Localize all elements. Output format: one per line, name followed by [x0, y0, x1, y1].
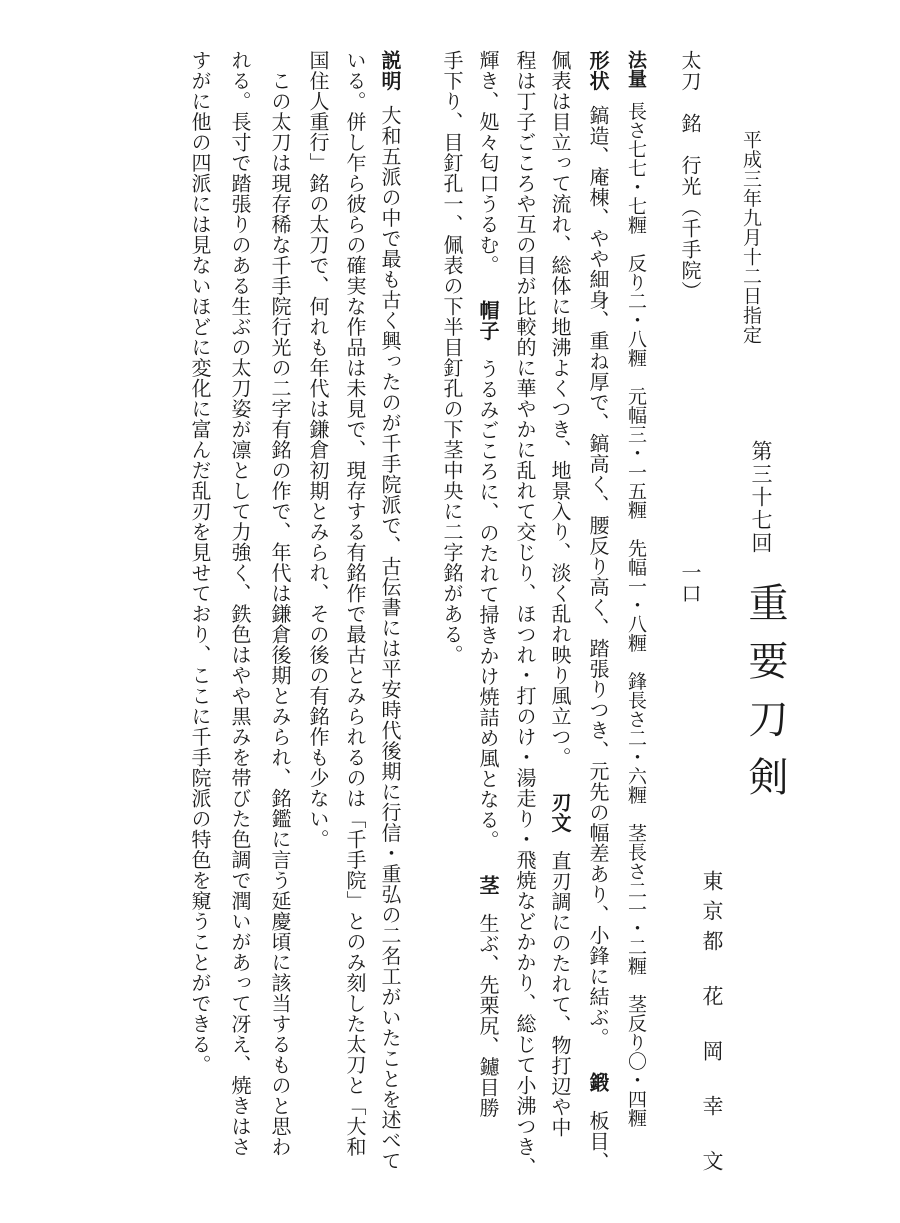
column-text: いる。併し乍ら彼らの確実な作品は未見で、現存する有銘作で最古とみられるのは「千手院」とのみ刻した太刀と「大和: [343, 50, 367, 1157]
column-text: 直刃調にのたれて、物打辺や中: [548, 850, 572, 1138]
column-text: 輝き、処々匂口うるむ。: [476, 50, 500, 276]
text-column: [306, 50, 330, 850]
page-title: 重要刀剣: [742, 582, 788, 814]
section-heading-measurements: 法量: [625, 50, 647, 88]
column-text: 手下り、目釘孔一、佩表の下半目釘孔の下茎中央に二字銘がある。: [440, 50, 464, 665]
text-column: [624, 50, 648, 1127]
column-text: 長さ七七・七糎 反り二・八糎 元幅三・一五糎 先幅一・八糎 鋒長さ二・六糎 茎長さ二一・二糎 茎反り〇・四糎: [625, 101, 647, 1128]
text-column: [378, 50, 402, 1171]
owner-name: 花岡幸文: [700, 985, 724, 1205]
text-column: [586, 50, 610, 1172]
column-text: すがに他の四派には見ないほどに変化に富んだ乱刃を見せており、ここに千手院派の特色を窺うことができる。: [188, 50, 212, 1075]
designation-date: 平成三年九月十二日指定: [740, 130, 762, 345]
column-text: 佩表は目立って流れ、総体に地沸よくつき、地景入り、淡く乱れ映り風立つ。: [548, 50, 572, 768]
item-name: 太刀 銘 行光（千手院）: [678, 50, 702, 302]
section-heading-tang: 茎: [476, 874, 500, 895]
session-number: 第三十七回: [749, 440, 773, 555]
section-heading-hamon: 刃文: [548, 791, 572, 833]
column-text: うるみごころに、のたれて掃きかけ焼詰め風となる。: [476, 358, 500, 851]
column-text: れる。長寸で踏張りのある生ぶの太刀姿が凛として力強く、鉄色はやや黒みを帯びた色調で潤いがあって冴え、焼きはさ: [228, 50, 252, 1157]
text-column: [268, 50, 292, 1157]
text-column: [513, 50, 537, 1178]
text-column: [548, 50, 572, 1138]
column-text: 生ぶ、先栗尻、鑢目勝: [476, 913, 500, 1118]
owner-prefecture: 東京都: [700, 870, 724, 960]
text-column: [228, 50, 252, 1157]
section-heading-boshi: 帽子: [476, 299, 500, 341]
column-text: 鎬造、庵棟、やや細身、重ね厚で、鎬高く、腰反り高く、踏張りつき、元先の幅差あり、小鋒に結ぶ。: [586, 105, 610, 1048]
column-text: 板目、: [586, 1110, 610, 1172]
text-column: [188, 50, 212, 1075]
text-column: [343, 50, 367, 1157]
column-text: 大和五派の中で最も古く興ったのが千手院派で、古伝書には平安時代後期に行信・重弘の二名工がいたことを述べて: [378, 105, 402, 1171]
section-heading-explanation: 説明: [378, 50, 402, 91]
column-text: この太刀は現存稀な千手院行光の二字有銘の作で、年代は鎌倉後期とみられ、銘鑑に言う延慶頃に該当するものと思わ: [268, 50, 292, 1157]
column-text: 国住人重行」銘の太刀で、何れも年代は鎌倉初期とみられ、その後の有銘作も少ない。: [306, 50, 330, 850]
column-text: 程は丁子ごころや互の目が比較的に華やかに乱れて交じり、ほつれ・打のけ・湯走り・飛焼などかかり、総じて小沸つき、: [513, 50, 537, 1178]
section-heading-shape: 形状: [586, 50, 610, 91]
text-column: [476, 50, 500, 1118]
section-heading-forging: 鍛: [586, 1072, 610, 1093]
text-column: [440, 50, 464, 665]
item-quantity: 一口: [678, 562, 702, 604]
